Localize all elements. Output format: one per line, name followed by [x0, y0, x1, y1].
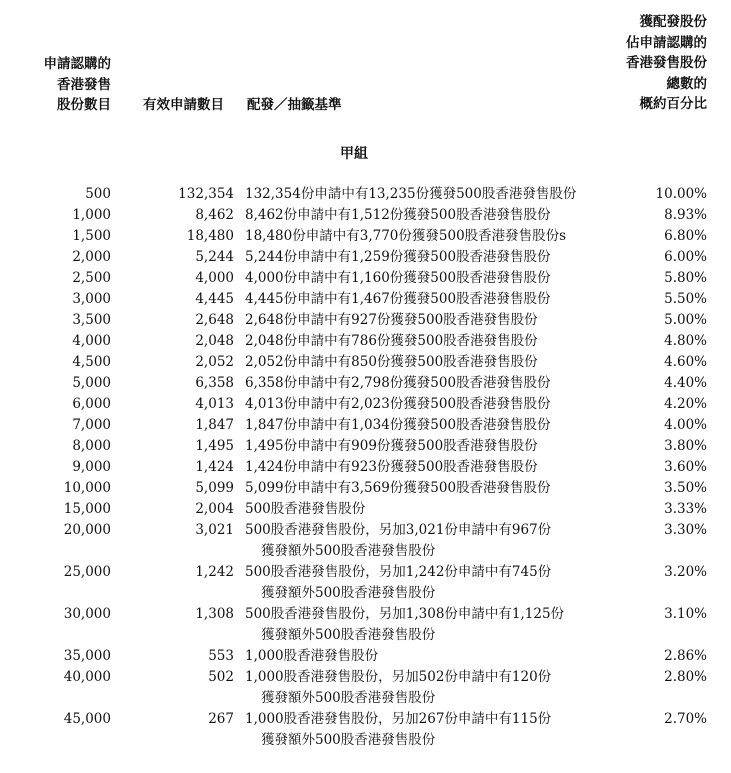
- applications-cell: 4,013: [195, 396, 234, 412]
- applications-cell: 502: [208, 669, 234, 685]
- applications-cell: 132,354: [178, 186, 234, 202]
- percentage-cell: 3.20%: [664, 564, 707, 580]
- table-row: [0, 478, 731, 499]
- header-pct-line1: 獲配發股份: [639, 14, 707, 30]
- basis-continuation-cell: 獲發額外500股香港發售股份: [261, 627, 436, 643]
- percentage-cell: 8.93%: [664, 207, 707, 223]
- percentage-cell: 3.80%: [664, 438, 707, 454]
- header-pct-line4: 總數的: [666, 75, 707, 92]
- basis-cell: 8,462份申請中有1,512份獲發500股香港發售股份: [245, 207, 551, 223]
- shares-cell: 9,000: [72, 459, 111, 475]
- percentage-cell: 3.60%: [664, 459, 707, 475]
- shares-cell: 35,000: [63, 648, 111, 664]
- table-row: [0, 205, 731, 226]
- shares-cell: 3,000: [72, 291, 111, 307]
- group-label: 甲組: [340, 146, 368, 162]
- shares-cell: 8,000: [72, 438, 111, 454]
- percentage-cell: 4.80%: [664, 333, 707, 349]
- percentage-cell: 3.30%: [664, 522, 707, 538]
- percentage-cell: 6.00%: [664, 249, 707, 265]
- table-row: [0, 646, 731, 667]
- basis-cell: 1,847份申請中有1,034份獲發500股香港發售股份: [245, 417, 551, 433]
- table-row: [0, 373, 731, 394]
- table-row: [0, 184, 731, 205]
- applications-cell: 4,445: [195, 291, 234, 307]
- shares-cell: 40,000: [63, 669, 111, 685]
- table-row: [0, 499, 731, 520]
- header-approx-percentage: [626, 12, 707, 115]
- header-valid-applications: 有效申請數目: [143, 97, 224, 113]
- applications-cell: 1,308: [195, 606, 234, 622]
- header-shares-line1: 申請認購的: [43, 56, 111, 72]
- header-shares-applied: [44, 54, 112, 116]
- basis-cell: 4,000份申請中有1,160份獲發500股香港發售股份: [245, 270, 551, 286]
- applications-cell: 2,052: [195, 354, 234, 370]
- shares-cell: 10,000: [63, 480, 111, 496]
- percentage-cell: 3.33%: [664, 501, 707, 517]
- header-pct-line3: 香港發售股份: [626, 55, 707, 71]
- table-row: [0, 394, 731, 415]
- basis-cell: 18,480份申請中有3,770份獲發500股香港發售股份s: [245, 228, 567, 244]
- shares-cell: 5,000: [72, 375, 111, 391]
- applications-cell: 1,242: [195, 564, 234, 580]
- table-row: [0, 226, 731, 247]
- percentage-cell: 4.60%: [664, 354, 707, 370]
- basis-cell: 4,445份申請中有1,467份獲發500股香港發售股份: [245, 291, 551, 307]
- basis-cell: 4,013份申請中有2,023份獲發500股香港發售股份: [245, 396, 551, 412]
- applications-cell: 18,480: [186, 228, 234, 244]
- percentage-cell: 4.00%: [664, 417, 707, 433]
- applications-cell: 553: [208, 648, 234, 664]
- shares-cell: 15,000: [63, 501, 111, 517]
- applications-cell: 5,244: [195, 249, 234, 265]
- applications-cell: 6,358: [195, 375, 234, 391]
- shares-cell: 7,000: [72, 417, 111, 433]
- shares-cell: 1,500: [72, 228, 111, 244]
- basis-cell: 5,244份申請中有1,259份獲發500股香港發售股份: [245, 249, 551, 265]
- table-row: [0, 562, 731, 604]
- percentage-cell: 6.80%: [664, 228, 707, 244]
- percentage-cell: 4.40%: [664, 375, 707, 391]
- table-row: [0, 667, 731, 709]
- percentage-cell: 10.00%: [655, 186, 707, 202]
- shares-cell: 4,500: [72, 354, 111, 370]
- shares-cell: 25,000: [63, 564, 111, 580]
- applications-cell: 4,000: [195, 270, 234, 286]
- table-row: [0, 310, 731, 331]
- header-shares-line2: 香港發售: [57, 76, 111, 93]
- percentage-cell: 2.70%: [664, 711, 707, 727]
- basis-continuation-cell: 獲發額外500股香港發售股份: [261, 585, 436, 601]
- basis-cell: 1,000股香港發售股份: [245, 648, 379, 664]
- table-row: [0, 268, 731, 289]
- basis-cell: 1,495份申請中有909份獲發500股香港發售股份: [245, 438, 538, 454]
- table-row: [0, 415, 731, 436]
- basis-cell: 1,000股香港發售股份，另加502份申請中有120份: [245, 669, 552, 685]
- basis-cell: 2,052份申請中有850份獲發500股香港發售股份: [245, 354, 538, 370]
- applications-cell: 1,847: [195, 417, 234, 433]
- percentage-cell: 2.86%: [664, 648, 707, 664]
- basis-cell: 500股香港發售股份: [245, 501, 366, 517]
- shares-cell: 30,000: [63, 606, 111, 622]
- basis-cell: 2,648份申請中有927份獲發500股香港發售股份: [245, 312, 538, 328]
- basis-cell: 5,099份申請中有3,569份獲發500股香港發售股份: [245, 480, 551, 496]
- basis-cell: 1,000股香港發售股份，另加267份申請中有115份: [245, 711, 552, 727]
- basis-cell: 500股香港發售股份，另加1,242份申請中有745份: [245, 564, 552, 580]
- applications-cell: 2,004: [195, 501, 234, 517]
- table-row: [0, 289, 731, 310]
- percentage-cell: 2.80%: [664, 669, 707, 685]
- basis-cell: 1,424份申請中有923份獲發500股香港發售股份: [245, 459, 538, 475]
- applications-cell: 3,021: [195, 522, 234, 538]
- basis-cell: 6,358份申請中有2,798份獲發500股香港發售股份: [245, 375, 551, 391]
- applications-cell: 1,424: [195, 459, 234, 475]
- table-row: [0, 457, 731, 478]
- shares-cell: 2,000: [72, 249, 111, 265]
- percentage-cell: 5.80%: [664, 270, 707, 286]
- shares-cell: 4,000: [72, 333, 111, 349]
- shares-cell: 1,000: [72, 207, 111, 223]
- shares-cell: 6,000: [72, 396, 111, 412]
- applications-cell: 2,048: [195, 333, 234, 349]
- basis-continuation-cell: 獲發額外500股香港發售股份: [261, 732, 436, 748]
- percentage-cell: 5.50%: [664, 291, 707, 307]
- shares-cell: 500: [85, 186, 111, 202]
- shares-cell: 20,000: [63, 522, 111, 538]
- table-row: [0, 604, 731, 646]
- allotment-table: [0, 184, 731, 751]
- basis-cell: 500股香港發售股份，另加1,308份申請中有1,125份: [245, 606, 565, 622]
- table-row: [0, 709, 731, 751]
- table-row: [0, 331, 731, 352]
- shares-cell: 3,500: [72, 312, 111, 328]
- table-row: [0, 247, 731, 268]
- basis-continuation-cell: 獲發額外500股香港發售股份: [261, 543, 436, 559]
- header-allotment-basis: 配發／抽籤基準: [247, 97, 342, 113]
- basis-cell: 132,354份申請中有13,235份獲發500股香港發售股份: [245, 186, 577, 202]
- table-row: [0, 436, 731, 457]
- percentage-cell: 4.20%: [664, 396, 707, 412]
- applications-cell: 5,099: [195, 480, 234, 496]
- header-shares-line3: 股份數目: [57, 97, 111, 113]
- percentage-cell: 3.50%: [664, 480, 707, 496]
- applications-cell: 8,462: [195, 207, 234, 223]
- applications-cell: 1,495: [195, 438, 234, 454]
- shares-cell: 45,000: [63, 711, 111, 727]
- percentage-cell: 5.00%: [664, 312, 707, 328]
- basis-cell: 500股香港發售股份，另加3,021份申請中有967份: [245, 522, 552, 538]
- applications-cell: 2,648: [195, 312, 234, 328]
- table-row: [0, 352, 731, 373]
- percentage-cell: 3.10%: [664, 606, 707, 622]
- header-pct-line2: 佔申請認購的: [626, 34, 707, 51]
- table-row: [0, 520, 731, 562]
- shares-cell: 2,500: [72, 270, 111, 286]
- basis-continuation-cell: 獲發額外500股香港發售股份: [261, 690, 436, 706]
- applications-cell: 267: [208, 711, 234, 727]
- basis-cell: 2,048份申請中有786份獲發500股香港發售股份: [245, 333, 538, 349]
- header-pct-line5: 概約百分比: [639, 96, 707, 112]
